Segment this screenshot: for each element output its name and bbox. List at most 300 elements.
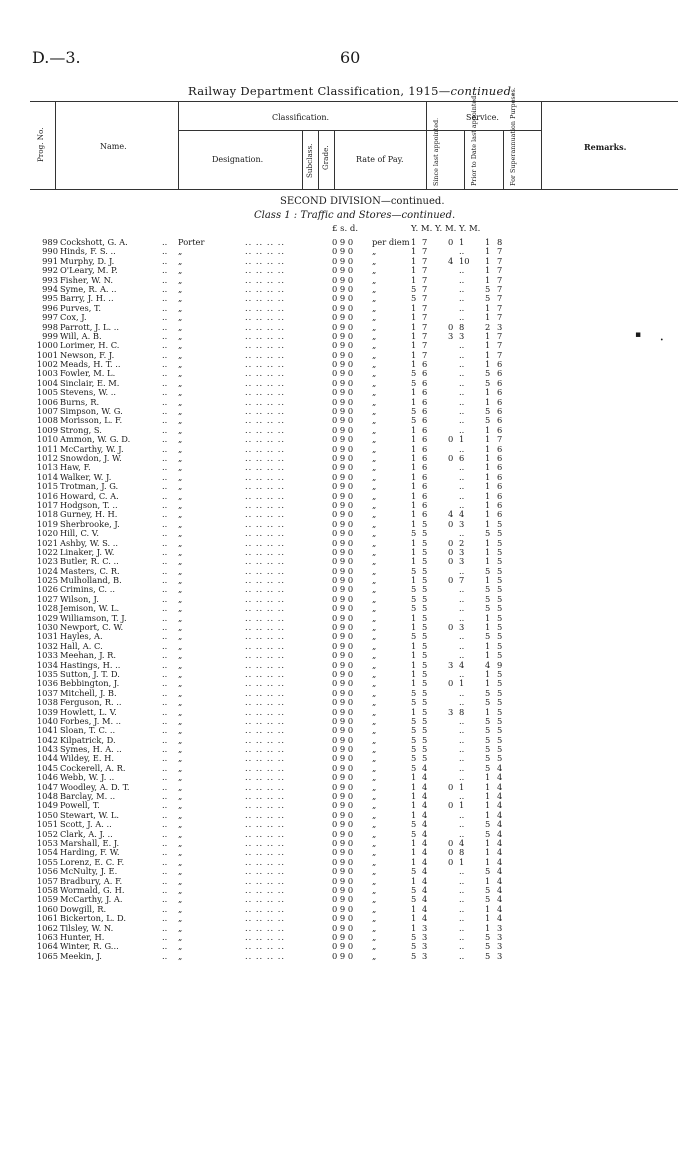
cell-super-years: 1 — [485, 922, 491, 933]
cell-leader-dots: .. .. .. .. — [245, 875, 286, 886]
cell-super-months: 6 — [497, 481, 503, 492]
cell-rate: 0 9 0 — [332, 584, 354, 595]
cell-prior-months: .. — [459, 715, 465, 726]
cell-leader-dots: .. .. .. .. — [245, 687, 286, 698]
cell-since-years: 1 — [411, 678, 417, 689]
cell-designation: „ — [178, 537, 183, 548]
cell-leader-dots: .. — [162, 387, 168, 398]
cell-super-months: 4 — [497, 809, 503, 820]
cell-name: Ammon, W. G. D. — [60, 434, 131, 445]
cell-leader-dots: .. — [162, 462, 168, 473]
cell-prog-no: 1045 — [36, 762, 58, 773]
cell-super-years: 5 — [485, 603, 491, 614]
cell-super-years: 1 — [485, 255, 491, 266]
cell-rate: 0 9 0 — [332, 622, 354, 633]
cell-rate: 0 9 0 — [332, 772, 354, 783]
cell-super-months: 3 — [497, 321, 503, 332]
cell-leader-dots: .. — [162, 725, 168, 736]
cell-super-years: 5 — [485, 293, 491, 304]
cell-rate-unit: „ — [372, 640, 377, 651]
cell-rate: 0 9 0 — [332, 800, 354, 811]
cell-designation: „ — [178, 406, 183, 417]
cell-super-months: 4 — [497, 856, 503, 867]
cell-rate-unit: „ — [372, 650, 377, 661]
cell-super-months: 6 — [497, 415, 503, 426]
cell-leader-dots: .. .. .. .. — [245, 415, 286, 426]
cell-super-years: 1 — [485, 556, 491, 567]
cell-prior-months: 3 — [459, 518, 465, 529]
cell-prior-months: 8 — [459, 321, 465, 332]
col-divider — [503, 130, 504, 189]
cell-designation: „ — [178, 377, 183, 388]
cell-rate: 0 9 0 — [332, 575, 354, 586]
cell-rate: 0 9 0 — [332, 913, 354, 924]
cell-leader-dots: .. — [162, 687, 168, 698]
cell-prior-years: 0 — [448, 237, 454, 247]
cell-rate: 0 9 0 — [332, 668, 354, 679]
cell-leader-dots: .. .. .. .. — [245, 856, 286, 867]
cell-super-years: 5 — [485, 687, 491, 698]
cell-super-years: 1 — [485, 312, 491, 323]
col-designation: Designation. — [212, 155, 264, 164]
cell-leader-dots: .. .. .. .. — [245, 828, 286, 839]
cell-rate-unit: „ — [372, 377, 377, 388]
cell-super-years: 1 — [485, 678, 491, 689]
cell-prior-years: 3 — [448, 330, 454, 341]
cell-super-years: 1 — [485, 246, 491, 257]
cell-name: Lorimer, H. C. — [60, 340, 120, 351]
cell-since-years: 1 — [411, 791, 417, 802]
cell-super-years: 5 — [485, 697, 491, 708]
cell-since-months: 5 — [422, 556, 428, 567]
cell-since-months: 4 — [422, 819, 428, 830]
cell-since-years: 1 — [411, 340, 417, 351]
cell-since-years: 1 — [411, 809, 417, 820]
cell-leader-dots: .. — [162, 781, 168, 792]
cell-super-months: 5 — [497, 687, 503, 698]
cell-prior-years: 0 — [448, 518, 454, 529]
cell-rate: 0 9 0 — [332, 875, 354, 886]
col-grade: Grade. — [321, 145, 330, 170]
cell-leader-dots: .. .. .. .. — [245, 518, 286, 529]
cell-since-months: 5 — [422, 650, 428, 661]
cell-since-years: 1 — [411, 847, 417, 858]
cell-leader-dots: .. — [162, 772, 168, 783]
cell-designation: „ — [178, 575, 183, 586]
cell-since-years: 1 — [411, 800, 417, 811]
cell-prior-months: .. — [459, 340, 465, 351]
cell-leader-dots: .. — [162, 668, 168, 679]
cell-rate: 0 9 0 — [332, 443, 354, 454]
cell-rate-unit: „ — [372, 246, 377, 257]
cell-since-months: 4 — [422, 781, 428, 792]
cell-rate-unit: „ — [372, 809, 377, 820]
cell-rate: 0 9 0 — [332, 434, 354, 445]
cell-rate: 0 9 0 — [332, 237, 354, 247]
cell-designation: „ — [178, 697, 183, 708]
cell-rate: 0 9 0 — [332, 377, 354, 388]
cell-prior-months: .. — [459, 424, 465, 435]
cell-since-years: 1 — [411, 462, 417, 473]
cell-super-years: 1 — [485, 913, 491, 924]
cell-super-months: 7 — [497, 312, 503, 323]
cell-rate: 0 9 0 — [332, 941, 354, 952]
cell-designation: „ — [178, 415, 183, 426]
cell-leader-dots: .. .. .. .. — [245, 809, 286, 820]
cell-leader-dots: .. — [162, 424, 168, 435]
cell-prior-months: .. — [459, 828, 465, 839]
cell-since-years: 5 — [411, 819, 417, 830]
cell-prog-no: 1054 — [36, 847, 58, 858]
cell-since-months: 6 — [422, 377, 428, 388]
cell-super-years: 5 — [485, 406, 491, 417]
cell-super-years: 1 — [485, 462, 491, 473]
cell-designation: „ — [178, 809, 183, 820]
cell-since-months: 6 — [422, 359, 428, 370]
cell-prog-no: 1022 — [36, 546, 58, 557]
col-rate-of-pay: Rate of Pay. — [356, 155, 404, 164]
cell-super-months: 6 — [497, 443, 503, 454]
cell-rate-unit: „ — [372, 753, 377, 764]
cell-name: Williamson, T. J. — [60, 612, 127, 623]
cell-rate: 0 9 0 — [332, 255, 354, 266]
cell-prog-no: 1013 — [36, 462, 58, 473]
cell-rate-unit: per diem — [372, 237, 410, 247]
cell-prog-no: 1016 — [36, 490, 58, 501]
cell-name: Stevens, W. .. — [60, 387, 117, 398]
cell-super-years: 5 — [485, 377, 491, 388]
cell-since-years: 5 — [411, 828, 417, 839]
cell-rate: 0 9 0 — [332, 359, 354, 370]
cell-since-months: 3 — [422, 931, 428, 942]
cell-rate: 0 9 0 — [332, 415, 354, 426]
cell-since-months: 4 — [422, 913, 428, 924]
cell-rate-unit: „ — [372, 593, 377, 604]
cell-since-years: 5 — [411, 950, 417, 961]
col-since-last: Since last appointed. — [432, 117, 440, 186]
cell-prior-years: 0 — [448, 847, 454, 858]
cell-name: Hall, A. C. — [60, 640, 103, 651]
cell-prior-months: .. — [459, 387, 465, 398]
cell-prior-months: .. — [459, 377, 465, 388]
service-rule — [426, 130, 541, 131]
cell-prog-no: 1060 — [36, 903, 58, 914]
cell-rate: 0 9 0 — [332, 246, 354, 257]
cell-rate: 0 9 0 — [332, 462, 354, 473]
col-divider — [334, 130, 335, 189]
cell-super-months: 5 — [497, 715, 503, 726]
cell-since-months: 7 — [422, 330, 428, 341]
cell-since-years: 5 — [411, 603, 417, 614]
cell-since-months: 4 — [422, 856, 428, 867]
cell-rate: 0 9 0 — [332, 781, 354, 792]
cell-since-years: 5 — [411, 406, 417, 417]
cell-prior-months: .. — [459, 349, 465, 360]
cell-name: Crimins, C. .. — [60, 584, 115, 595]
cell-prog-no: 1050 — [36, 809, 58, 820]
cell-designation: „ — [178, 509, 183, 520]
cell-since-months: 6 — [422, 481, 428, 492]
cell-designation: „ — [178, 903, 183, 914]
cell-since-years: 1 — [411, 434, 417, 445]
cell-super-years: 1 — [485, 499, 491, 510]
cell-super-years: 5 — [485, 866, 491, 877]
cell-prior-years: 0 — [448, 838, 454, 848]
cell-prog-no: 1058 — [36, 884, 58, 895]
cell-super-months: 5 — [497, 603, 503, 614]
cell-since-years: 1 — [411, 237, 417, 247]
cell-rate: 0 9 0 — [332, 744, 354, 755]
cell-prog-no: 1031 — [36, 631, 58, 642]
cell-super-months: 9 — [497, 659, 503, 670]
cell-since-years: 5 — [411, 744, 417, 755]
margin-mark: • — [660, 337, 664, 344]
cell-designation: „ — [178, 481, 183, 492]
cell-super-months: 5 — [497, 612, 503, 623]
staff-table-body — [0, 238, 700, 961]
cell-since-years: 1 — [411, 838, 417, 848]
cell-since-months: 5 — [422, 565, 428, 576]
cell-since-months: 6 — [422, 462, 428, 473]
cell-super-months: 5 — [497, 593, 503, 604]
cell-leader-dots: .. .. .. .. — [245, 499, 286, 510]
cell-since-months: 5 — [422, 725, 428, 736]
cell-name: Sherbrooke, J. — [60, 518, 120, 529]
service-units: Y. M. Y. M. Y. M. — [411, 224, 481, 234]
cell-leader-dots: .. .. .. .. — [245, 650, 286, 661]
cell-since-years: 5 — [411, 283, 417, 294]
cell-prior-years: 3 — [448, 706, 454, 717]
cell-since-months: 5 — [422, 706, 428, 717]
cell-prog-no: 1046 — [36, 772, 58, 783]
cell-leader-dots: .. .. .. .. — [245, 556, 286, 567]
cell-prog-no: 1030 — [36, 622, 58, 633]
cell-prior-months: .. — [459, 734, 465, 745]
cell-rate-unit: „ — [372, 706, 377, 717]
cell-super-years: 1 — [485, 668, 491, 679]
cell-leader-dots: .. — [162, 593, 168, 604]
cell-since-months: 7 — [422, 349, 428, 360]
cell-since-months: 7 — [422, 246, 428, 257]
cell-since-months: 7 — [422, 312, 428, 323]
cell-name: Webb, W. J. .. — [60, 772, 115, 783]
cell-name: Woodley, A. D. T. — [60, 781, 130, 792]
cell-leader-dots: .. .. .. .. — [245, 565, 286, 576]
cell-leader-dots: .. — [162, 293, 168, 304]
cell-super-years: 1 — [485, 424, 491, 435]
cell-prog-no: 1064 — [36, 941, 58, 952]
cell-designation: „ — [178, 650, 183, 661]
cell-since-years: 1 — [411, 452, 417, 463]
title-main: Railway Department Classification, 1915 — [188, 84, 439, 98]
cell-leader-dots: .. .. .. .. — [245, 903, 286, 914]
cell-name: Howard, C. A. — [60, 490, 119, 501]
cell-prior-months: 7 — [459, 575, 465, 586]
cell-leader-dots: .. — [162, 434, 168, 445]
cell-prior-months: 8 — [459, 706, 465, 717]
cell-super-years: 5 — [485, 950, 491, 961]
cell-leader-dots: .. .. .. .. — [245, 725, 286, 736]
rate-units: £ s. d. — [332, 224, 359, 234]
cell-leader-dots: .. .. .. .. — [245, 659, 286, 670]
cell-super-months: 7 — [497, 302, 503, 313]
cell-name: Sloan, T. C. .. — [60, 725, 116, 736]
cell-super-months: 6 — [497, 387, 503, 398]
cell-leader-dots: .. .. .. .. — [245, 349, 286, 360]
cell-super-months: 5 — [497, 650, 503, 661]
cell-super-months: 5 — [497, 734, 503, 745]
header-bottom-rule — [30, 189, 678, 190]
cell-name: Barclay, M. .. — [60, 791, 116, 802]
cell-prog-no: 993 — [42, 274, 58, 285]
cell-leader-dots: .. — [162, 819, 168, 830]
cell-leader-dots: .. .. .. .. — [245, 678, 286, 689]
cell-name: Hunter, H. — [60, 931, 105, 942]
cell-rate-unit: „ — [372, 471, 377, 482]
cell-super-years: 5 — [485, 734, 491, 745]
cell-leader-dots: .. .. .. .. — [245, 715, 286, 726]
cell-prog-no: 1021 — [36, 537, 58, 548]
cell-leader-dots: .. — [162, 509, 168, 520]
cell-since-months: 7 — [422, 255, 428, 266]
cell-prior-years: 3 — [448, 659, 454, 670]
cell-designation: „ — [178, 359, 183, 370]
cell-since-years: 1 — [411, 302, 417, 313]
cell-prior-months: 6 — [459, 452, 465, 463]
cell-prior-months: .. — [459, 274, 465, 285]
cell-name: Scott, J. A. .. — [60, 819, 112, 830]
cell-super-months: 7 — [497, 349, 503, 360]
cell-super-months: 6 — [497, 471, 503, 482]
cell-rate: 0 9 0 — [332, 452, 354, 463]
cell-super-months: 7 — [497, 274, 503, 285]
cell-since-years: 1 — [411, 903, 417, 914]
cell-leader-dots: .. — [162, 697, 168, 708]
cell-since-months: 5 — [422, 537, 428, 548]
cell-prior-months: .. — [459, 312, 465, 323]
cell-rate-unit: „ — [372, 875, 377, 886]
cell-since-months: 6 — [422, 406, 428, 417]
cell-super-months: 4 — [497, 772, 503, 783]
cell-prog-no: 1065 — [36, 950, 58, 961]
cell-super-years: 5 — [485, 762, 491, 773]
cell-since-months: 5 — [422, 575, 428, 586]
cell-since-months: 3 — [422, 950, 428, 961]
page-title — [188, 84, 515, 98]
cell-super-years: 1 — [485, 490, 491, 501]
cell-leader-dots: .. — [162, 734, 168, 745]
cell-since-months: 5 — [422, 659, 428, 670]
cell-prior-months: .. — [459, 753, 465, 764]
cell-rate: 0 9 0 — [332, 866, 354, 877]
cell-leader-dots: .. — [162, 237, 168, 247]
cell-rate-unit: „ — [372, 518, 377, 529]
title-continued: —continued. — [438, 84, 516, 98]
cell-super-months: 7 — [497, 340, 503, 351]
cell-super-years: 5 — [485, 931, 491, 942]
cell-super-years: 1 — [485, 387, 491, 398]
cell-prior-months: .. — [459, 481, 465, 492]
cell-rate: 0 9 0 — [332, 791, 354, 802]
cell-since-years: 5 — [411, 415, 417, 426]
cell-super-years: 1 — [485, 622, 491, 633]
cell-leader-dots: .. — [162, 894, 168, 905]
cell-rate-unit: „ — [372, 452, 377, 463]
cell-rate-unit: „ — [372, 368, 377, 379]
cell-super-years: 5 — [485, 368, 491, 379]
cell-prior-years: 0 — [448, 856, 454, 867]
cell-rate: 0 9 0 — [332, 330, 354, 341]
cell-super-months: 4 — [497, 847, 503, 858]
cell-super-years: 5 — [485, 593, 491, 604]
cell-designation: „ — [178, 349, 183, 360]
cell-leader-dots: .. .. .. .. — [245, 237, 286, 247]
cell-super-years: 1 — [485, 791, 491, 802]
cell-prior-months: .. — [459, 894, 465, 905]
cell-leader-dots: .. .. .. .. — [245, 424, 286, 435]
cell-prog-no: 1020 — [36, 528, 58, 539]
cell-name: Hinds, F. S. .. — [60, 246, 116, 257]
cell-leader-dots: .. — [162, 640, 168, 651]
cell-since-years: 5 — [411, 368, 417, 379]
cell-prior-months: .. — [459, 499, 465, 510]
cell-leader-dots: .. .. .. .. — [245, 931, 286, 942]
cell-super-years: 5 — [485, 584, 491, 595]
cell-rate-unit: „ — [372, 922, 377, 933]
col-divider — [178, 101, 179, 189]
cell-prior-months: .. — [459, 443, 465, 454]
cell-super-years: 1 — [485, 434, 491, 445]
cell-designation: „ — [178, 622, 183, 633]
cell-prior-months: .. — [459, 931, 465, 942]
cell-prog-no: 1033 — [36, 650, 58, 661]
cell-since-years: 5 — [411, 884, 417, 895]
cell-prog-no: 1014 — [36, 471, 58, 482]
cell-leader-dots: .. — [162, 321, 168, 332]
cell-since-years: 5 — [411, 593, 417, 604]
cell-leader-dots: .. .. .. .. — [245, 668, 286, 679]
cell-name: Howlett, L. V. — [60, 706, 117, 717]
cell-rate-unit: „ — [372, 396, 377, 407]
cell-name: Newport, C. W. — [60, 622, 124, 633]
cell-leader-dots: .. — [162, 856, 168, 867]
cell-prior-years: 0 — [448, 321, 454, 332]
cell-leader-dots: .. .. .. .. — [245, 537, 286, 548]
cell-prior-months: .. — [459, 950, 465, 961]
cell-leader-dots: .. — [162, 622, 168, 633]
cell-leader-dots: .. .. .. .. — [245, 913, 286, 924]
cell-super-months: 4 — [497, 819, 503, 830]
cell-since-years: 1 — [411, 612, 417, 623]
cell-prior-months: .. — [459, 687, 465, 698]
cell-leader-dots: .. .. .. .. — [245, 884, 286, 895]
cell-rate-unit: „ — [372, 603, 377, 614]
cell-since-months: 7 — [422, 340, 428, 351]
cell-leader-dots: .. — [162, 255, 168, 266]
cell-name: Haw, F. — [60, 462, 91, 473]
cell-prior-months: .. — [459, 819, 465, 830]
cell-leader-dots: .. .. .. .. — [245, 255, 286, 266]
cell-rate: 0 9 0 — [332, 593, 354, 604]
cell-super-years: 2 — [485, 321, 491, 332]
cell-rate-unit: „ — [372, 349, 377, 360]
cell-rate-unit: „ — [372, 546, 377, 557]
cell-designation: „ — [178, 443, 183, 454]
cell-since-months: 5 — [422, 546, 428, 557]
cell-name: Newson, F. J. — [60, 349, 115, 360]
cell-prior-months: .. — [459, 809, 465, 820]
cell-rate-unit: „ — [372, 800, 377, 811]
